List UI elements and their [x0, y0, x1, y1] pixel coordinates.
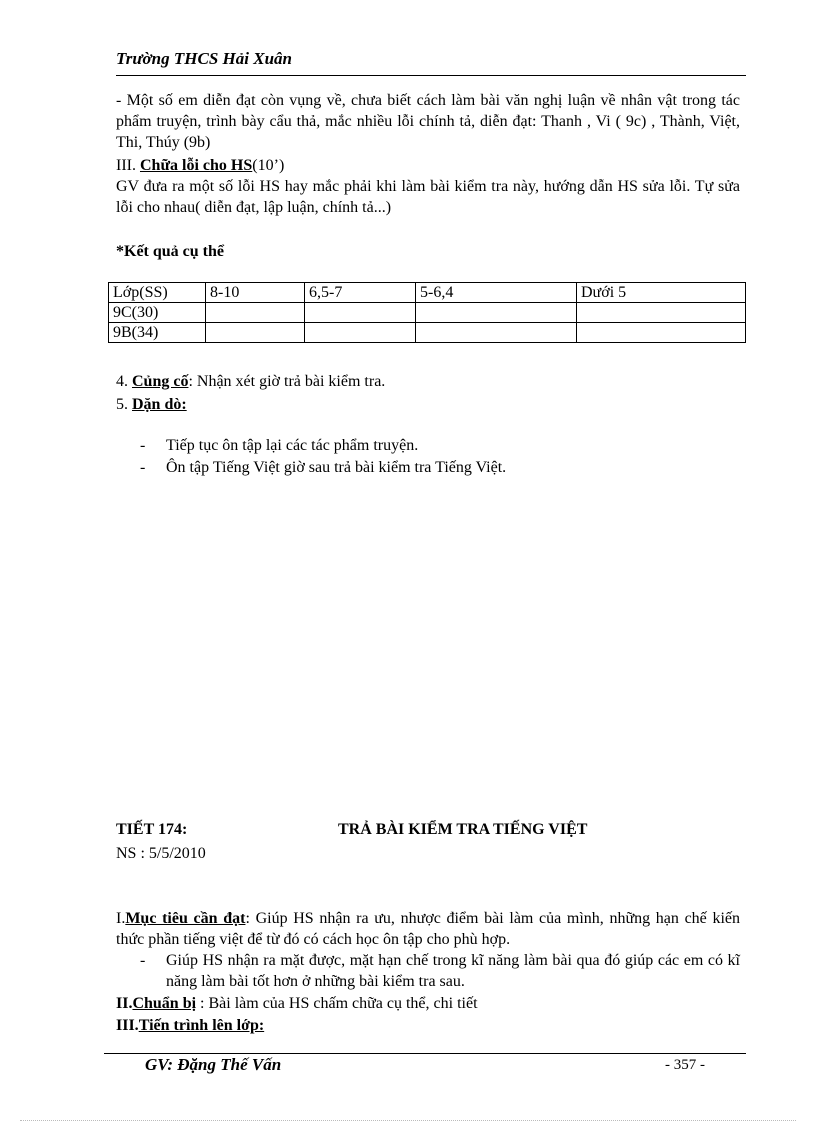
table-header-row — [109, 283, 746, 303]
list-item-text: Tiếp tục ôn tập lại các tác phẩm truyện. — [166, 437, 419, 454]
footer-rule — [104, 1053, 746, 1054]
list-item: - Ôn tập Tiếng Việt giờ sau trả bài kiểm tra Tiếng Việt. — [140, 459, 507, 476]
lesson-title: TRẢ BÀI KIỂM TRA TIẾNG VIỆT — [338, 821, 588, 838]
results-heading: *Kết quả cụ thể — [116, 243, 224, 260]
section3-body: GV đưa ra một số lỗi HS hay mắc phải khi làm bài kiểm tra này, hướng dẫn HS sửa lỗi. Tự sửa lỗi cho nhau( diễn đạt, lập luận, chính tả...) — [116, 178, 740, 216]
item5-title: Dặn dò: — [132, 396, 187, 413]
section3-time: (10’) — [252, 157, 285, 174]
list-item: - Giúp HS nhận ra mặt được, mặt hạn chế trong kĩ năng làm bài qua đó giúp các em có kĩ năng làm bài tốt hơn ở những bài kiểm tra sau. — [140, 952, 740, 990]
sectionII-prefix: II. — [116, 995, 133, 1012]
item4-text: : Nhận xét giờ trả bài kiểm tra. — [188, 373, 386, 390]
list-item: - Tiếp tục ôn tập lại các tác phẩm truyện. — [140, 437, 419, 454]
section3-heading — [116, 155, 740, 176]
table-header-cell: Dưới 5 — [577, 283, 746, 303]
lesson-date: NS : 5/5/2010 — [116, 845, 206, 862]
item5-line — [116, 394, 740, 415]
sectionIII-prefix: III. — [116, 1017, 139, 1034]
table-cell — [305, 303, 416, 323]
results-table — [108, 282, 746, 343]
list-item-text: Giúp HS nhận ra mặt được, mặt hạn chế trong kĩ năng làm bài qua đó giúp các em có kĩ năng làm bài tốt hơn ở những bài kiểm tra sau. — [166, 952, 740, 990]
sectionII-line — [116, 993, 740, 1014]
objectives-list — [140, 950, 740, 992]
sectionI-title: Mục tiêu cần đạt — [125, 910, 246, 927]
table-cell — [206, 303, 305, 323]
sectionII-title: Chuẩn bị — [132, 995, 197, 1012]
table-cell — [577, 303, 746, 323]
lesson-number: TIẾT 174: — [116, 821, 188, 838]
item4-num: 4. — [116, 373, 132, 390]
table-header-cell: 5-6,4 — [416, 283, 577, 303]
homework-list — [140, 435, 740, 479]
section3-prefix: III. — [116, 157, 140, 174]
table-cell — [305, 323, 416, 343]
list-item-text: Ôn tập Tiếng Việt giờ sau trả bài kiểm tra Tiếng Việt. — [166, 459, 507, 476]
sectionII-text: : Bài làm của HS chấm chữa cụ thể, chi tiết — [196, 995, 478, 1012]
item4-title: Củng cố — [132, 373, 189, 390]
table-header-cell: 6,5-7 — [305, 283, 416, 303]
sectionIII-title: Tiến trình lên lớp: — [138, 1017, 265, 1034]
teacher-name: GV: Đặng Thế Vấn — [145, 1055, 282, 1074]
sectionI-prefix: I. — [116, 910, 126, 927]
table-cell — [416, 303, 577, 323]
intro-paragraph: - Một số em diễn đạt còn vụng về, chưa biết cách làm bài văn nghị luận về nhân vật trong tác phẩm truyện, trình bày cẩu thả, mắc nhiều lỗi chính tả, diễn đạt: Thanh , Vi ( 9c) , Thành, Việt, Thi, Thúy (9b) — [116, 92, 740, 151]
table-cell — [416, 323, 577, 343]
table-cell: 9C(30) — [109, 303, 206, 323]
table-header-cell: 8-10 — [206, 283, 305, 303]
item4-line — [116, 371, 740, 392]
header-rule — [116, 75, 746, 76]
table-row — [109, 303, 746, 323]
table-cell — [577, 323, 746, 343]
section3-title: Chữa lỗi cho HS — [139, 157, 253, 174]
item5-num: 5. — [116, 396, 132, 413]
sectionI-paragraph — [116, 908, 740, 950]
table-header-cell: Lớp(SS) — [109, 283, 206, 303]
sectionIII-line — [116, 1015, 740, 1036]
table-cell — [206, 323, 305, 343]
page-number: - 357 - — [665, 1057, 705, 1073]
page-edge-divider — [20, 1120, 796, 1121]
table-row — [109, 323, 746, 343]
table-cell: 9B(34) — [109, 323, 206, 343]
sectionI-text: : Giúp HS nhận ra ưu, nhược điểm bài làm của mình, những hạn chế kiến thức phần tiếng việt để từ đó có cách học ôn tập cho phù hợp. — [116, 910, 741, 948]
school-header: Trường THCS Hải Xuân — [116, 49, 292, 68]
